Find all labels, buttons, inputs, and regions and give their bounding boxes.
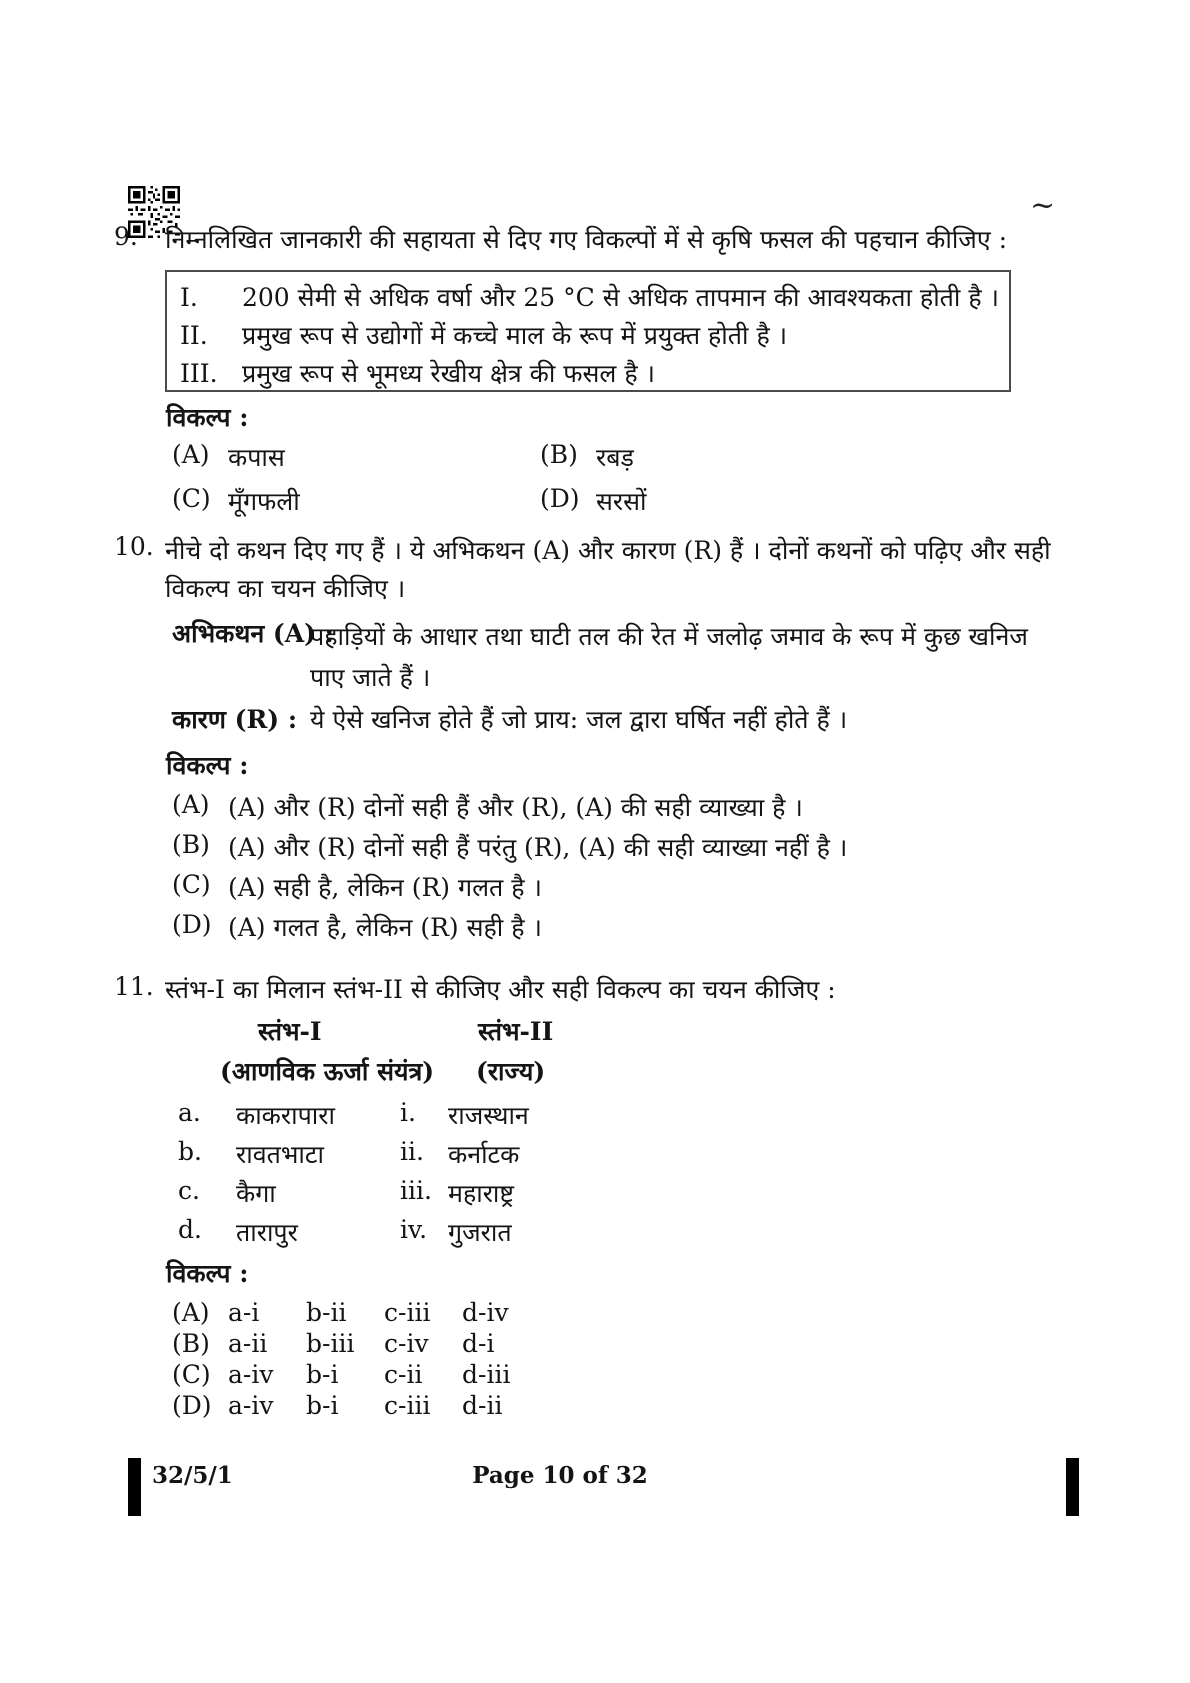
q11-row-d-state: गुजरात xyxy=(448,1218,512,1247)
q9-statement-box xyxy=(165,270,1011,392)
q10-option-b-text: (A) और (R) दोनों सही हैं परंतु (R), (A) की सही व्याख्या नहीं है । xyxy=(228,833,848,862)
q11-row-b-roman: ii. xyxy=(400,1137,424,1166)
q11-option-d-cell4: d-ii xyxy=(462,1391,503,1420)
q11-row-c-state: महाराष्ट्र xyxy=(448,1179,515,1208)
corner-tilde-mark: ~ xyxy=(1030,188,1056,223)
q9-option-c-text: मूँगफली xyxy=(228,487,300,516)
q11-option-a-cell2: b-ii xyxy=(306,1298,347,1327)
q11-row-a-state: राजस्थान xyxy=(448,1101,529,1130)
q11-option-d-cell2: b-i xyxy=(306,1391,339,1420)
q11-option-b-cell2: b-iii xyxy=(306,1329,355,1358)
q9-question-text: निम्नलिखित जानकारी की सहायता से दिए गए विकल्पों में से कृषि फसल की पहचान कीजिए : xyxy=(165,225,1008,254)
q9-options-label: विकल्प : xyxy=(166,403,249,432)
q11-row-a-plant: काकरापारा xyxy=(236,1101,335,1130)
q11-row-c-plant: कैगा xyxy=(236,1179,276,1208)
q11-row-c-label: c. xyxy=(178,1176,200,1205)
q11-option-d-label: (D) xyxy=(172,1391,212,1420)
q11-option-b-cell1: a-ii xyxy=(228,1329,268,1358)
q11-col1-header: स्तंभ-I xyxy=(258,1017,322,1046)
footer-paper-code: 32/5/1 xyxy=(152,1462,233,1489)
q10-option-c-text: (A) सही है, लेकिन (R) गलत है । xyxy=(228,873,542,902)
q9-number: 9. xyxy=(114,222,138,251)
q10-assertion-text: पहाड़ियों के आधार तथा घाटी तल की रेत में जलोढ़ जमाव के रूप में कुछ खनिज पाए जाते हैं । xyxy=(310,622,1028,692)
q9-statement-numeral: I. xyxy=(180,282,198,312)
q11-match-row-c xyxy=(178,1176,778,1210)
q11-option-b-cell3: c-iv xyxy=(384,1329,429,1358)
q9-option-b xyxy=(540,440,870,474)
q9-option-a-label: (A) xyxy=(172,440,210,469)
q10-option-b xyxy=(172,830,1052,864)
q10-option-d xyxy=(172,910,1052,944)
q11-question-text: स्तंभ-I का मिलान स्तंभ-II से कीजिए और सही विकल्प का चयन कीजिए : xyxy=(165,975,836,1004)
q11-col2-subheader: (राज्य) xyxy=(476,1057,546,1086)
q9-statement-text: प्रमुख रूप से उद्योगों में कच्चे माल के रूप में प्रयुक्त होती है । xyxy=(242,321,788,350)
footer-right-bar xyxy=(1066,1458,1079,1516)
q10-reason-label: कारण (R) : xyxy=(172,705,298,734)
q10-option-d-text: (A) गलत है, लेकिन (R) सही है । xyxy=(228,913,542,942)
q11-option-a-cell1: a-i xyxy=(228,1298,260,1327)
q11-options-label: विकल्प : xyxy=(166,1259,249,1288)
q10-option-a-label: (A) xyxy=(172,790,210,819)
q11-row-b-plant: रावतभाटा xyxy=(236,1140,324,1169)
q11-option-a xyxy=(172,1298,872,1327)
q11-option-b-cell4: d-i xyxy=(462,1329,495,1358)
q11-option-c-cell3: c-ii xyxy=(384,1360,423,1389)
q10-option-d-label: (D) xyxy=(172,910,212,939)
q11-option-b xyxy=(172,1329,872,1358)
footer-page-number: Page 10 of 32 xyxy=(472,1462,648,1489)
q10-reason-text: ये ऐसे खनिज होते हैं जो प्राय: जल द्वारा घर्षित नहीं होते हैं । xyxy=(310,705,848,734)
q9-statement-text: 200 सेमी से अधिक वर्षा और 25 °C से अधिक तापमान की आवश्यकता होती है । xyxy=(242,283,1000,312)
q11-option-c xyxy=(172,1360,872,1389)
q11-col1-subheader: (आणविक ऊर्जा संयंत्र) xyxy=(220,1057,435,1086)
q11-match-row-d xyxy=(178,1215,778,1249)
q9-option-a-text: कपास xyxy=(228,443,285,472)
q11-match-row-a xyxy=(178,1098,778,1132)
q9-option-b-text: रबड़ xyxy=(596,443,634,472)
q9-option-d xyxy=(540,484,870,518)
q11-option-a-cell3: c-iii xyxy=(384,1298,431,1327)
q10-assertion-label: अभिकथन (A) : xyxy=(172,619,334,648)
q9-option-c-label: (C) xyxy=(172,484,211,513)
q10-number: 10. xyxy=(114,532,154,561)
q9-statement-numeral: II. xyxy=(180,320,208,350)
q11-option-c-cell1: a-iv xyxy=(228,1360,274,1389)
q11-option-c-cell2: b-i xyxy=(306,1360,339,1389)
q9-statement-numeral: III. xyxy=(180,358,218,388)
q10-option-a xyxy=(172,790,1052,824)
q11-option-c-cell4: d-iii xyxy=(462,1360,511,1389)
q10-option-b-label: (B) xyxy=(172,830,210,859)
q9-statement-row xyxy=(167,354,1009,392)
q9-option-a xyxy=(172,440,502,474)
q11-match-row-b xyxy=(178,1137,778,1171)
q10-options-label: विकल्प : xyxy=(166,751,249,780)
q11-option-b-label: (B) xyxy=(172,1329,210,1358)
q9-option-d-label: (D) xyxy=(540,484,580,513)
q10-option-c xyxy=(172,870,1052,904)
q9-statement-row xyxy=(167,278,1009,316)
q9-statement-row xyxy=(167,316,1009,354)
q9-statement-text: प्रमुख रूप से भूमध्य रेखीय क्षेत्र की फसल है । xyxy=(242,359,656,388)
q11-row-c-roman: iii. xyxy=(400,1176,432,1205)
q11-option-d xyxy=(172,1391,872,1420)
q11-number: 11. xyxy=(114,972,154,1001)
q11-row-d-label: d. xyxy=(178,1215,202,1244)
q11-row-a-roman: i. xyxy=(400,1098,416,1127)
q11-option-c-label: (C) xyxy=(172,1360,211,1389)
q11-option-d-cell3: c-iii xyxy=(384,1391,431,1420)
q10-question-text: नीचे दो कथन दिए गए हैं । ये अभिकथन (A) और कारण (R) हैं । दोनों कथनों को पढ़िए और सही विकल्प का चयन कीजिए । xyxy=(165,536,1051,603)
q11-option-a-cell4: d-iv xyxy=(462,1298,509,1327)
q9-option-b-label: (B) xyxy=(540,440,578,469)
q11-row-a-label: a. xyxy=(178,1098,201,1127)
q9-option-d-text: सरसों xyxy=(596,487,647,516)
q10-option-c-label: (C) xyxy=(172,870,211,899)
q9-option-c xyxy=(172,484,502,518)
q11-option-a-label: (A) xyxy=(172,1298,210,1327)
q11-row-b-state: कर्नाटक xyxy=(448,1140,520,1169)
q11-option-d-cell1: a-iv xyxy=(228,1391,274,1420)
q11-row-b-label: b. xyxy=(178,1137,202,1166)
q10-option-a-text: (A) और (R) दोनों सही हैं और (R), (A) की सही व्याख्या है । xyxy=(228,793,803,822)
q11-row-d-plant: तारापुर xyxy=(236,1218,298,1247)
q11-col2-header: स्तंभ-II xyxy=(478,1017,554,1046)
q11-row-d-roman: iv. xyxy=(400,1215,428,1244)
